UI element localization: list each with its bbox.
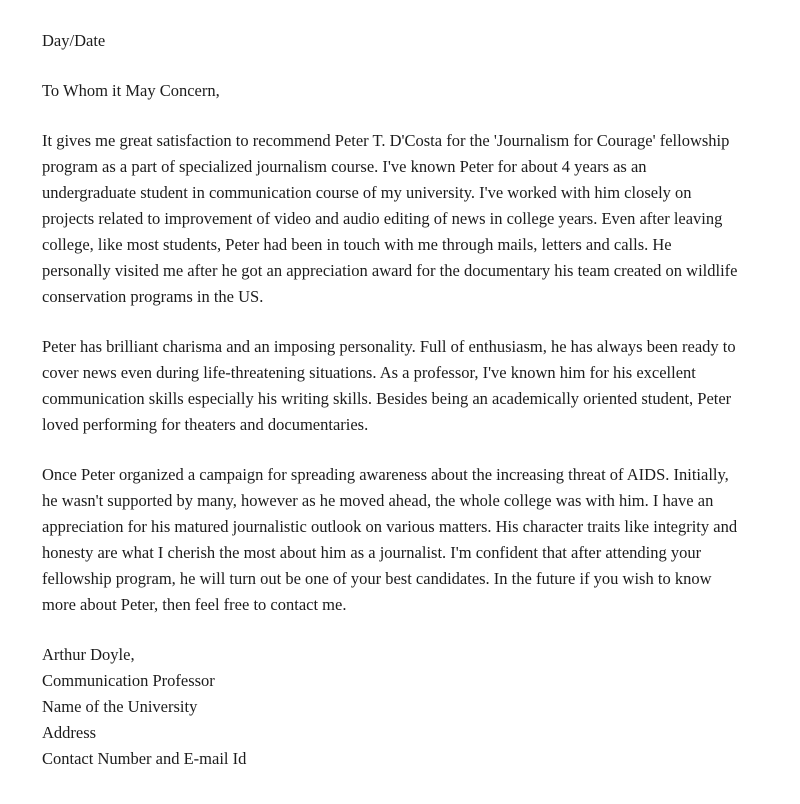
- signature-contact: Contact Number and E-mail Id: [42, 749, 247, 768]
- signature-title: Communication Professor: [42, 671, 215, 690]
- signature-university: Name of the University: [42, 697, 198, 716]
- body-paragraph-3: Once Peter organized a campaign for spreading awareness about the increasing threat of AIDS. Initially, he wasn't supported by many, however as he moved ahead, the whole college was with him. I have an appreciation for his matured journalistic outlook on various matters. His character traits like integrity and honesty are what I cherish the most about him as a journalist. I'm confident that after attending your fellowship program, he will turn out be one of your best candidates. In the future if you wish to know more about Peter, then feel free to contact me.: [42, 465, 738, 614]
- date-line: Day/Date: [42, 31, 106, 50]
- signature-block: [42, 642, 744, 772]
- signature-name: Arthur Doyle,: [42, 645, 135, 664]
- salutation: To Whom it May Concern,: [42, 81, 220, 100]
- body-paragraph-1: It gives me great satisfaction to recommend Peter T. D'Costa for the 'Journalism for Courage' fellowship program as a part of specialized journalism course. I've known Peter for about 4 years as an undergraduate student in communication course of my university. I've worked with him closely on projects related to improvement of video and audio editing of news in college years. Even after leaving college, like most students, Peter had been in touch with me through mails, letters and calls. He personally visited me after he got an appreciation award for the documentary his team created on wildlife conservation programs in the US.: [42, 131, 738, 306]
- body-paragraph-2: Peter has brilliant charisma and an imposing personality. Full of enthusiasm, he has always been ready to cover news even during life-threatening situations. As a professor, I've known him for his excellent communication skills especially his writing skills. Besides being an academically oriented student, Peter loved performing for theaters and documentaries.: [42, 337, 736, 434]
- signature-address: Address: [42, 723, 97, 742]
